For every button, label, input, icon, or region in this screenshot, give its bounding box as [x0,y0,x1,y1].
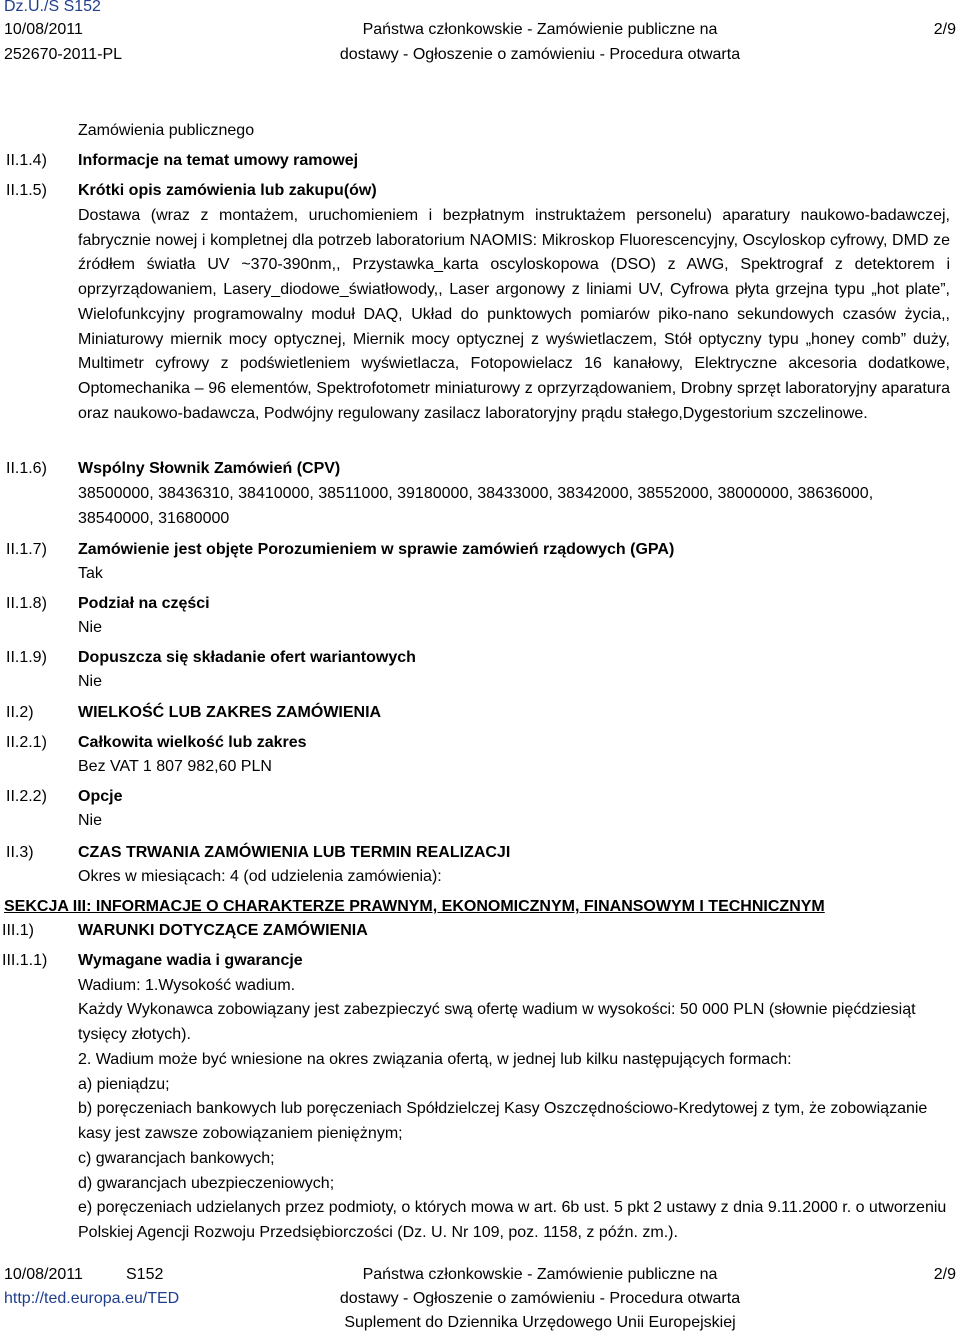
section-value: Bez VAT 1 807 982,60 PLN [78,758,272,775]
section-heading: Całkowita wielkość lub zakres [78,734,307,751]
section-heading: WIELKOŚĆ LUB ZAKRES ZAMÓWIENIA [78,704,382,721]
list-item: d) gwarancjach ubezpieczeniowych; [78,1175,335,1192]
section-value: Nie [78,619,103,636]
section-heading: Wymagane wadia i gwarancje [78,952,303,969]
section-heading: Krótki opis zamówienia lub zakupu(ów) [78,182,377,199]
section-iii-title: SEKCJA III: INFORMACJE O CHARAKTERZE PRAWNYM, EKONOMICZNYM, FINANSOWYM I TECHNICZNYM [4,898,825,915]
deposit-forms-intro: 2. Wadium może być wniesione na okres związania ofertą, w jednej lub kilku następujących formach: [78,1051,792,1068]
section-heading: Podział na części [78,595,210,612]
section-value: Tak [78,565,103,582]
header-title-line2: dostawy - Ogłoszenie o zamówieniu - Procedura otwarta [339,46,741,63]
section-number: III.1) [2,922,35,939]
section-heading: Opcje [78,788,123,805]
list-item: a) pieniądzu; [78,1076,170,1093]
footer-title-line2: dostawy - Ogłoszenie o zamówieniu - Procedura otwarta [339,1290,741,1307]
header-title-line1: Państwa członkowskie - Zamówienie publiczne na [362,21,718,38]
section-number: III.1.1) [2,952,48,969]
top-line: Zamówienia publicznego [78,122,255,139]
section-number: II.3) [6,844,34,861]
footer-title-line3: Suplement do Dziennika Urzędowego Unii Europejskiej [344,1314,736,1331]
list-item: c) gwarancjach bankowych; [78,1150,275,1167]
list-item: e) poręczeniach udzielanych przez podmioty, o których mowa w art. 6b ust. 5 pkt 2 ustawy z dnia 9.11.2000 r. o utworzeniu Polskiej Agencji Rozwoju Przedsiębiorczości (Dz. U. Nr 109, poz. 1158, z późn. zm.). [78,1199,947,1241]
footer-series: S152 [126,1266,164,1283]
deposit-line: Wadium: 1.Wysokość wadium. [78,977,296,994]
footer-url[interactable]: http://ted.europa.eu/TED [4,1290,180,1307]
section-value: Nie [78,673,103,690]
section-number: II.1.7) [6,541,47,558]
footer-page-number: 2/9 [933,1266,956,1283]
header-page-number: 2/9 [933,21,956,38]
section-number: II.2) [6,704,34,721]
footer-title-line1: Państwa członkowskie - Zamówienie publiczne na [362,1266,718,1283]
section-heading: Wspólny Słownik Zamówień (CPV) [78,460,341,477]
section-number: II.1.8) [6,595,47,612]
section-number: II.2.1) [6,734,47,751]
deposit-paragraph: Każdy Wykonawca zobowiązany jest zabezpieczyć swą ofertę wadium w wysokości: 50 000 PLN (słownie pięćdziesiąt tysięcy złotych). [78,1001,916,1043]
section-heading: CZAS TRWANIA ZAMÓWIENIA LUB TERMIN REALIZACJI [78,844,511,861]
section-number: II.2.2) [6,788,47,805]
cpv-codes: 38500000, 38436310, 38410000, 38511000, 39180000, 38433000, 38342000, 38552000, 38000000, 38636000, 38540000, 31680000 [78,485,874,527]
footer-date: 10/08/2011 [4,1266,83,1283]
section-number: II.1.5) [6,182,47,199]
description-text: Dostawa (wraz z montażem, uruchomieniem i bezpłatnym instruktażem personelu) aparatury naukowo-badawczej, fabrycznie nowej i kompletnej dla potrzeb laboratorium NAOMIS: Mikroskop Fluorescencyjny, Oscyloskop cyfrowy, DMD ze źródłem światła UV ~370-390nm,, Przystawka_karta oscyloskopowa (DSO) z AWG, Spektrograf z detektorem i oprzyrządowaniem, Lasery_diodowe_światłowody,, Laser argonowy z liniami UV, Cyfrowa płyta grzejna typu „hot plate”, Wielofunkcyjny programowalny moduł DAQ, Układ do punktowych pomiarów piko-nano sekundowych czasów życia,, Miniaturowy miernik mocy optycznej, Miernik mocy optycznej z wyświetlaczem, Stół optyczny typu „honey comb” duży, Multimetr cyfrowy z podświetleniem wyświetlacza, Fotopowielacz 16 kanałowy, Elektryczne akcesoria dodatkowe, Optomechanika – 96 elementów, Spektrofotometr miniaturowy z oprzyrządowaniem, Drobny sprzęt laboratoryjny aparatura oraz naukowo-badawcza, Podwójny regulowany zasilacz laboratoryjny prądu stałego,Dygestorium szczelinowe. [78,207,950,422]
header-date: 10/08/2011 [4,21,83,38]
journal-ref: Dz.U./S S152 [4,0,101,15]
section-number: II.1.6) [6,460,47,477]
section-value: Nie [78,812,103,829]
list-item: b) poręczeniach bankowych lub poręczeniach Spółdzielczej Kasy Oszczędnościowo-Kredytowej z tym, że zobowiązanie kasy jest zawsze zobowiązaniem pieniężnym; [78,1100,928,1142]
section-number: II.1.4) [6,152,47,169]
section-heading: Informacje na temat umowy ramowej [78,152,359,169]
header-doc-id: 252670-2011-PL [4,46,123,63]
section-heading: WARUNKI DOTYCZĄCE ZAMÓWIENIA [78,922,368,939]
section-value: Okres w miesiącach: 4 (od udzielenia zamówienia): [78,868,442,885]
section-heading: Zamówienie jest objęte Porozumieniem w sprawie zamówień rządowych (GPA) [78,541,675,558]
section-number: II.1.9) [6,649,47,666]
section-heading: Dopuszcza się składanie ofert wariantowych [78,649,416,666]
